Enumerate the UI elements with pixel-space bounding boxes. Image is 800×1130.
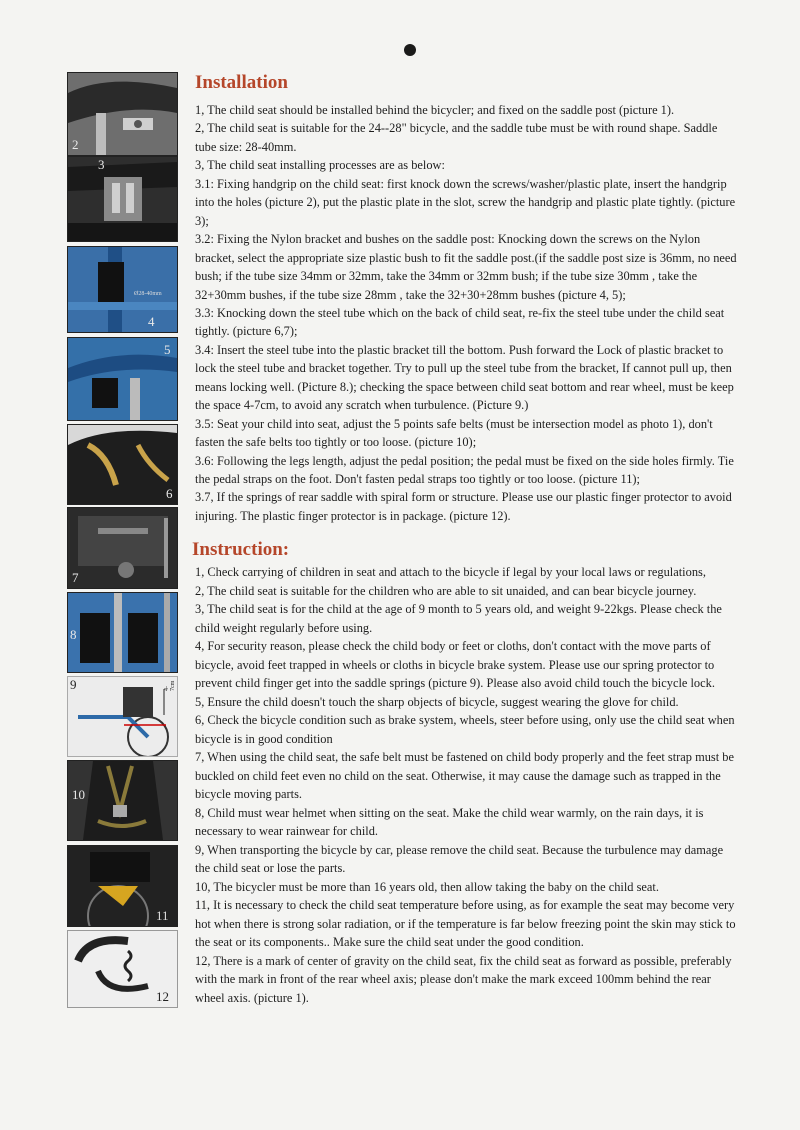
text-line: necessary to wear rainwear for child.	[195, 824, 379, 838]
text-line: tightly. (picture 6,7);	[195, 324, 298, 339]
text-line: 7, When using the child seat, the safe belt must be fastened on child body properly and the feet strap must be	[195, 750, 734, 764]
text-line: 3.2: Fixing the Nylon bracket and bushes on the saddle post: Knocking down the screws on the Nylon	[195, 232, 701, 247]
text-line: 12, There is a mark of center of gravity on the child seat, fix the child seat as forward as possible, preferably	[195, 953, 732, 968]
text-line: 3, The child seat installing processes are as below:	[195, 158, 445, 173]
text-line: 3.7, If the springs of rear saddle with spiral form or structure. Please use our plastic finger protector to avoid	[195, 490, 732, 505]
text-line: into the holes (picture 2), put the plastic plate in the slot, screw the handgrip and plastic plate tightly. (picture	[195, 195, 736, 210]
text-line: tube size: 28-40mm.	[195, 139, 297, 154]
text-line: with the mark in front of the rear wheel axis; please don't make the mark exceed 100mm behind the rear	[195, 972, 711, 986]
figure-label: 8	[70, 627, 77, 642]
text-line: the space 4-7cm, to avoid any scratch when turbulence. (Picture 9.)	[195, 398, 529, 413]
text-line: wheel axis. (picture 1).	[195, 990, 309, 1005]
text-line: 3, The child seat is for the child at the age of 9 month to 5 years old, and weight 9-22kgs. Please check the	[195, 602, 722, 616]
text-line: bicycle is in good condition	[195, 731, 333, 746]
text-line: 3.1: Fixing handgrip on the child seat: first knock down the screws/washer/plastic plate, insert the handgrip	[195, 176, 727, 191]
figure-label: 4	[148, 314, 155, 329]
figure-label: 11	[156, 908, 169, 923]
figure-8	[67, 592, 178, 673]
text-line: 10, The bicycler must be more than 16 years old, then allow taking the baby on the child seat.	[195, 879, 659, 894]
installation-heading: Installation	[195, 72, 288, 93]
figure-label: 3	[98, 157, 105, 172]
text-line: 1, Check carrying of children in seat and attach to the bicycle if legal by your local laws or regulations,	[195, 565, 706, 579]
figure-7	[67, 507, 178, 589]
lock-bracket-illustration	[68, 593, 177, 672]
figure-4	[67, 246, 178, 333]
handgrip-illustration	[68, 157, 177, 241]
text-line: 5, Ensure the child doesn't touch the sharp objects of bicycle, suggest wearing the glove for child.	[195, 694, 679, 709]
text-line: injuring. The plastic finger protector is in package. (picture 12).	[195, 508, 511, 523]
binder-hole	[404, 44, 416, 56]
figure-3	[67, 156, 178, 242]
text-line: 9, When transporting the bicycle by car, please remove the child seat. Because the turbulence may damage	[195, 842, 724, 857]
text-line: 8, Child must wear helmet when sitting on the seat. Make the child wear warmly, on the rain days, it is	[195, 805, 704, 820]
text-line: bicycle moving parts.	[195, 787, 303, 801]
figure-label: 12	[156, 989, 169, 1004]
text-line: bicycle, avoid feet trapped in wheels or cloths in bicycle brake system. Please use our spring protector to	[195, 657, 715, 672]
figure-5	[67, 337, 178, 421]
instruction-heading: Instruction:	[192, 539, 290, 560]
bicycle-clearance-illustration	[68, 677, 177, 756]
figure-label: 5	[164, 342, 171, 357]
text-line: 3.3: Knocking down the steel tube which on the back of child seat, re-fix the steel tube under the child seat	[195, 305, 725, 320]
tube-size-label: Ø28-40mm	[134, 291, 162, 297]
text-line: buckled on child feet even no child on the seat. Otherwise, it may cause the damage such as trapped in the	[195, 768, 721, 783]
figure-label: 10	[72, 787, 85, 802]
text-line: prevent child finger get into the saddle springs (picture 9). Please also avoid child touch the bicycle lock.	[195, 676, 715, 690]
text-line: bracket, select the appropriate size plastic bush to fit the saddle post.(if the saddle post size is 36mm, no need	[195, 250, 737, 265]
steel-tube-illustration	[68, 425, 177, 504]
clearance-label: 4-7cm	[164, 680, 176, 691]
nylon-bracket-illustration	[68, 247, 177, 332]
text-line: 3);	[195, 213, 209, 228]
figure-label: 9	[70, 677, 77, 692]
text-line: 4, For security reason, please check the child body or feet or cloths, don't contact with the move parts of	[195, 639, 711, 653]
text-line: 3.6: Following the legs length, adjust the pedal position; the pedal must be fixed on the side holes firmly. Tie	[195, 453, 734, 468]
text-line: means locking well. (Picture 8.); checking the space between child seat bottom and rear wheel, must be keep	[195, 379, 734, 394]
figure-label: 7	[72, 570, 79, 585]
figure-11	[67, 845, 178, 927]
text-line: 1, The child seat should be installed behind the bicycler; and fixed on the saddle post (picture 1).	[195, 103, 675, 117]
text-line: 32+30mm bushes, if the tube size 28mm , take the 32+30+28mm bushes (picture 4, 5);	[195, 287, 626, 302]
text-line: fasten the safe belts too tightly or too loose. (picture 10);	[195, 435, 477, 450]
text-line: child weight regularly before using.	[195, 620, 373, 635]
text-line: lock the steel tube and bracket together. Try to pull up the steel tube from the bracket, If cannot pull up, then	[195, 361, 732, 376]
figure-12	[67, 930, 178, 1008]
figure-9	[67, 676, 178, 757]
saddle-post-illustration	[68, 73, 177, 155]
text-line: 6, Check the bicycle condition such as brake system, wheels, steer before using, only use the child seat when	[195, 713, 735, 727]
text-line: 2, The child seat is suitable for the children who are able to sit unaided, and can bear bicycle journey.	[195, 583, 697, 598]
text-line: the seat or its components.. Make sure the child seat under the good condition.	[195, 935, 584, 949]
text-line: hot when there is strong solar radiation, or if the temperature is far below freezing point the skin may stick to	[195, 916, 736, 931]
seat-bottom-illustration	[68, 508, 177, 588]
figure-2	[67, 72, 178, 156]
figure-label: 2	[72, 137, 79, 152]
text-line: the pedal straps on the foot. Don't fasten pedal straps too tightly or too loose. (picture 11);	[195, 472, 640, 486]
text-line: 11, It is necessary to check the child seat temperature before using, as for example the seat may become very	[195, 898, 735, 912]
figure-label: 6	[166, 486, 173, 501]
text-line: bush; if the tube size 34mm or 32mm, take the 34mm or 32mm bush; if the tube size 30mm , take the	[195, 269, 698, 284]
text-line: 3.5: Seat your child into seat, adjust the 5 points safe belts (must be intersection model as photo 1), don't	[195, 416, 713, 431]
figure-6	[67, 424, 178, 505]
text-line: 3.4: Insert the steel tube into the plastic bracket till the bottom. Push forward the Lock of plastic bracket to	[195, 342, 724, 357]
figure-10	[67, 760, 178, 841]
text-line: 2, The child seat is suitable for the 24--28" bicycle, and the saddle tube must be with round shape. Saddle	[195, 121, 718, 136]
bracket-mounted-illustration	[68, 338, 177, 420]
text-line: the child seat or lose the parts.	[195, 861, 346, 875]
